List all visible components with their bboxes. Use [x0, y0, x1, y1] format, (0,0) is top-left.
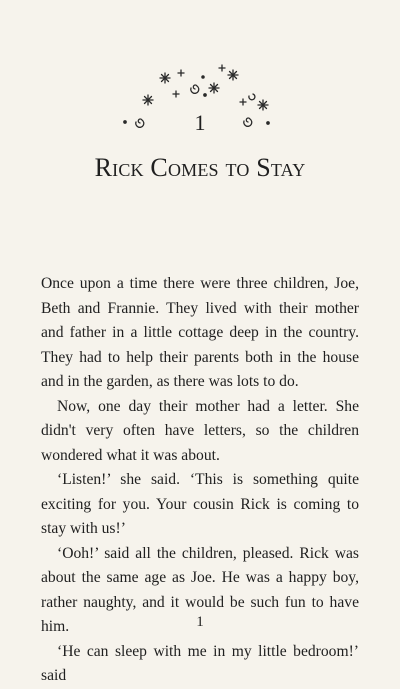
paragraph: Once upon a time there were three children, Joe, Beth and Frannie. They lived with their mother and father in a little cottage deep in the country. They had to help their parents both in the house and in the garden, as there was lots to do. — [41, 275, 359, 390]
paragraph: Now, one day their mother had a letter. She didn't very often have letters, so the children wondered what it was about. — [41, 397, 359, 464]
chapter-number: 1 — [194, 110, 206, 135]
page-number: 1 — [196, 614, 204, 630]
paragraph: ‘He can sleep with me in my little bedroom!’ said — [41, 642, 359, 684]
paragraph: ‘Listen!’ she said. ‘This is something quite exciting for you. Your cousin Rick is coming to stay with us!’ — [41, 471, 359, 537]
paragraph: ‘Ooh!’ said all the children, pleased. Rick was about the same age as Joe. He was a happy boy, rather naughty, and it would be such fun to have him. — [41, 544, 359, 635]
chapter-title: Rick Comes to Stay — [94, 153, 306, 182]
